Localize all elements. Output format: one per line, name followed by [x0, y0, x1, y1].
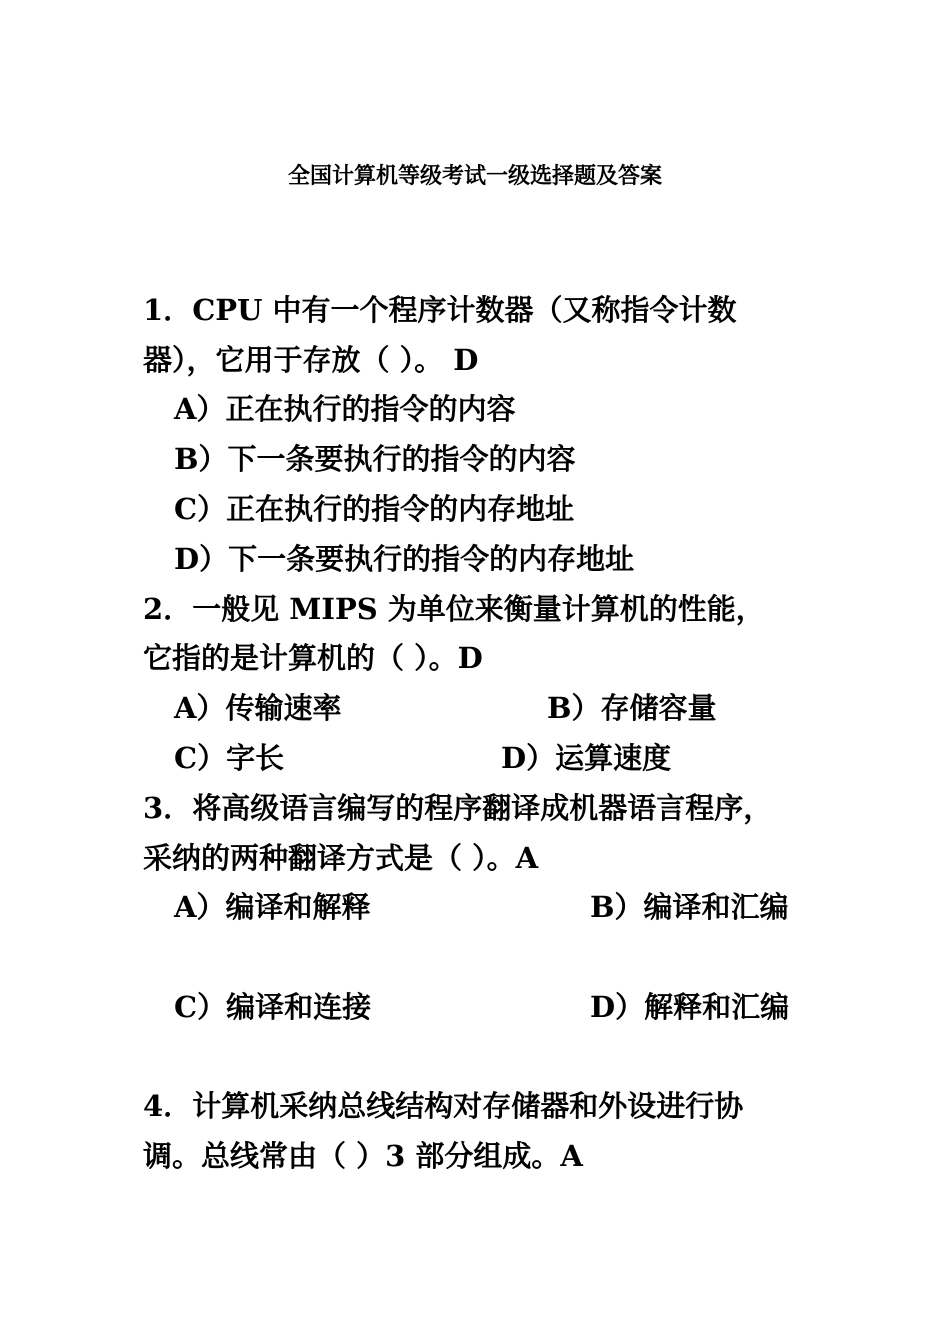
- question-1-number: 1．: [143, 293, 193, 327]
- question-1-stem-part-1: CPU 中有一个程序计数器（又称指令计数: [192, 293, 737, 327]
- question-3-option-b: B）编译和汇编: [590, 890, 789, 924]
- document-title: 全国计算机等级考试一级选择题及答案: [287, 163, 662, 189]
- question-1-option-d: D）下一条要执行的指令的内存地址: [174, 542, 635, 576]
- question-1-line-1: [143, 290, 736, 330]
- question-4-number: 4．: [143, 1089, 193, 1123]
- question-2-number: 2．: [143, 592, 193, 626]
- question-2-option-c: C）字长: [174, 741, 285, 775]
- question-2-stem-part-2: 它指的是计算机的（ ）。D: [143, 641, 483, 675]
- question-3-stem-part-1: 将高级语言编写的程序翻译成机器语言程序，: [192, 791, 773, 825]
- question-2-option-b: B）存储容量: [547, 691, 717, 725]
- question-1-stem-part-2: 器），它用于存放（ ）。 D: [143, 343, 479, 377]
- question-1-option-a: A）正在执行的指令的内容: [174, 392, 516, 426]
- question-3-option-d: D）解释和汇编: [590, 990, 790, 1024]
- question-2-stem-part-1: 一般见 MIPS 为单位来衡量计算机的性能，: [192, 592, 765, 626]
- question-2-option-d: D）运算速度: [501, 741, 672, 775]
- question-3-line-1: [143, 788, 772, 828]
- question-3-stem-part-2: 采纳的两种翻译方式是（ ）。A: [143, 841, 539, 875]
- question-4-stem-part-1: 计算机采纳总线结构对存储器和外设进行协: [192, 1089, 744, 1123]
- question-3-number: 3．: [143, 791, 193, 825]
- question-4-stem-part-2: 调。总线常由（ ）3 部分组成。A: [143, 1139, 583, 1173]
- question-3-option-a: A）编译和解释: [174, 890, 371, 924]
- question-2-option-a: A）传输速率: [174, 691, 342, 725]
- question-1-option-b: B）下一条要执行的指令的内容: [174, 442, 576, 476]
- question-3-option-c: C）编译和连接: [174, 990, 372, 1024]
- question-2-line-1: [143, 589, 765, 629]
- question-4-line-1: [143, 1086, 743, 1126]
- question-1-option-c: C）正在执行的指令的内存地址: [174, 492, 575, 526]
